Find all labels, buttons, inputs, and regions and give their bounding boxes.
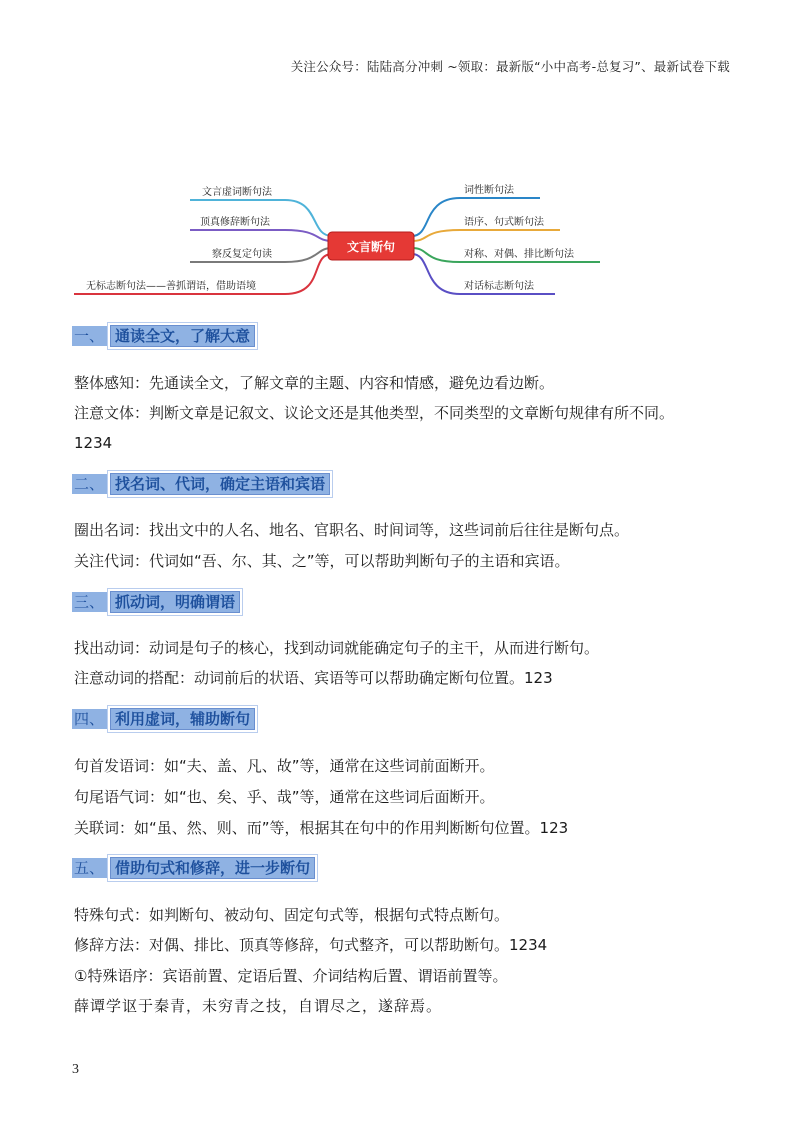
section-title: 抓动词，明确谓语: [110, 591, 240, 613]
mindmap-left-label-1: 文言虚词断句法: [202, 187, 272, 198]
section-title: 借助句式和修辞，进一步断句: [110, 857, 315, 879]
paragraph-line: 句首发语词：如“夫、盖、凡、故”等，通常在这些词前面断开。: [74, 757, 495, 775]
section-heading-3: [72, 590, 240, 614]
mindmap-left-label-3: 察反复定句读: [212, 249, 272, 260]
section-number: 一、: [72, 326, 108, 346]
section-title: 找名词、代词，确定主语和宾语: [110, 473, 330, 495]
paragraph-line: 句尾语气词：如“也、矣、乎、哉”等，通常在这些词后面断开。: [74, 788, 495, 806]
paragraph-line: 修辞方法：对偶、排比、顶真等修辞，句式整齐，可以帮助断句。1234: [74, 936, 548, 954]
paragraph-line: 特殊句式：如判断句、被动句、固定句式等，根据句式特点断句。: [74, 906, 510, 924]
section-title: 通读全文，了解大意: [110, 325, 255, 347]
mindmap-left-label-2: 顶真修辞断句法: [200, 217, 270, 228]
paragraph-line: 注意动词的搭配：动词前后的状语、宾语等可以帮助确定断句位置。123: [74, 669, 553, 687]
paragraph-line: 整体感知：先通读全文，了解文章的主题、内容和情感，避免边看边断。: [74, 374, 555, 392]
section-number: 三、: [72, 592, 108, 612]
section-heading-5: [72, 856, 315, 880]
mindmap-branch-left-2: [190, 230, 332, 241]
paragraph-line: 圈出名词：找出文中的人名、地名、官职名、时间词等，这些词前后往往是断句点。: [74, 521, 630, 539]
paragraph-line: 注意文体：判断文章是记叙文、议论文还是其他类型，不同类型的文章断句规律有所不同。: [74, 404, 675, 422]
example-sentence: 薛谭学讴于秦青，未穷青之技，自谓尽之，遂辞焉。: [74, 997, 443, 1015]
mindmap-center-label: 文言断句: [346, 240, 396, 254]
mind-map: [70, 176, 610, 301]
section-heading-2: [72, 472, 330, 496]
mindmap-right-label-3: 对称、对偶、排比断句法: [464, 249, 574, 260]
mindmap-right-label-4: 对话标志断句法: [464, 281, 534, 292]
section-number: 四、: [72, 709, 108, 729]
paragraph-line: ①特殊语序：宾语前置、定语后置、介词结构后置、谓语前置等。: [74, 967, 508, 985]
mindmap-left-label-4: 无标志断句法——善抓谓语，借助语境: [86, 281, 256, 292]
paragraph-line: 找出动词：动词是句子的核心，找到动词就能确定句子的主干，从而进行断句。: [74, 639, 600, 657]
paragraph-line: 1234: [74, 434, 113, 452]
section-number: 二、: [72, 474, 108, 494]
mindmap-branch-right-2: [412, 230, 560, 241]
paragraph-line: 关联词：如“虽、然、则、而”等，根据其在句中的作用判断断句位置。123: [74, 819, 569, 837]
section-number: 五、: [72, 858, 108, 878]
page-header: 关注公众号：陆陆高分冲刺 ~领取：最新版“小中高考-总复习”、最新试卷下载: [290, 59, 730, 74]
section-heading-4: [72, 707, 255, 731]
mindmap-right-label-2: 语序、句式断句法: [464, 217, 544, 228]
section-heading-1: [72, 324, 255, 348]
section-title: 利用虚词，辅助断句: [110, 708, 255, 730]
paragraph-line: 关注代词：代词如“吾、尔、其、之”等，可以帮助判断句子的主语和宾语。: [74, 552, 570, 570]
mindmap-right-label-1: 词性断句法: [464, 185, 514, 196]
page-number: 3: [72, 1062, 79, 1077]
